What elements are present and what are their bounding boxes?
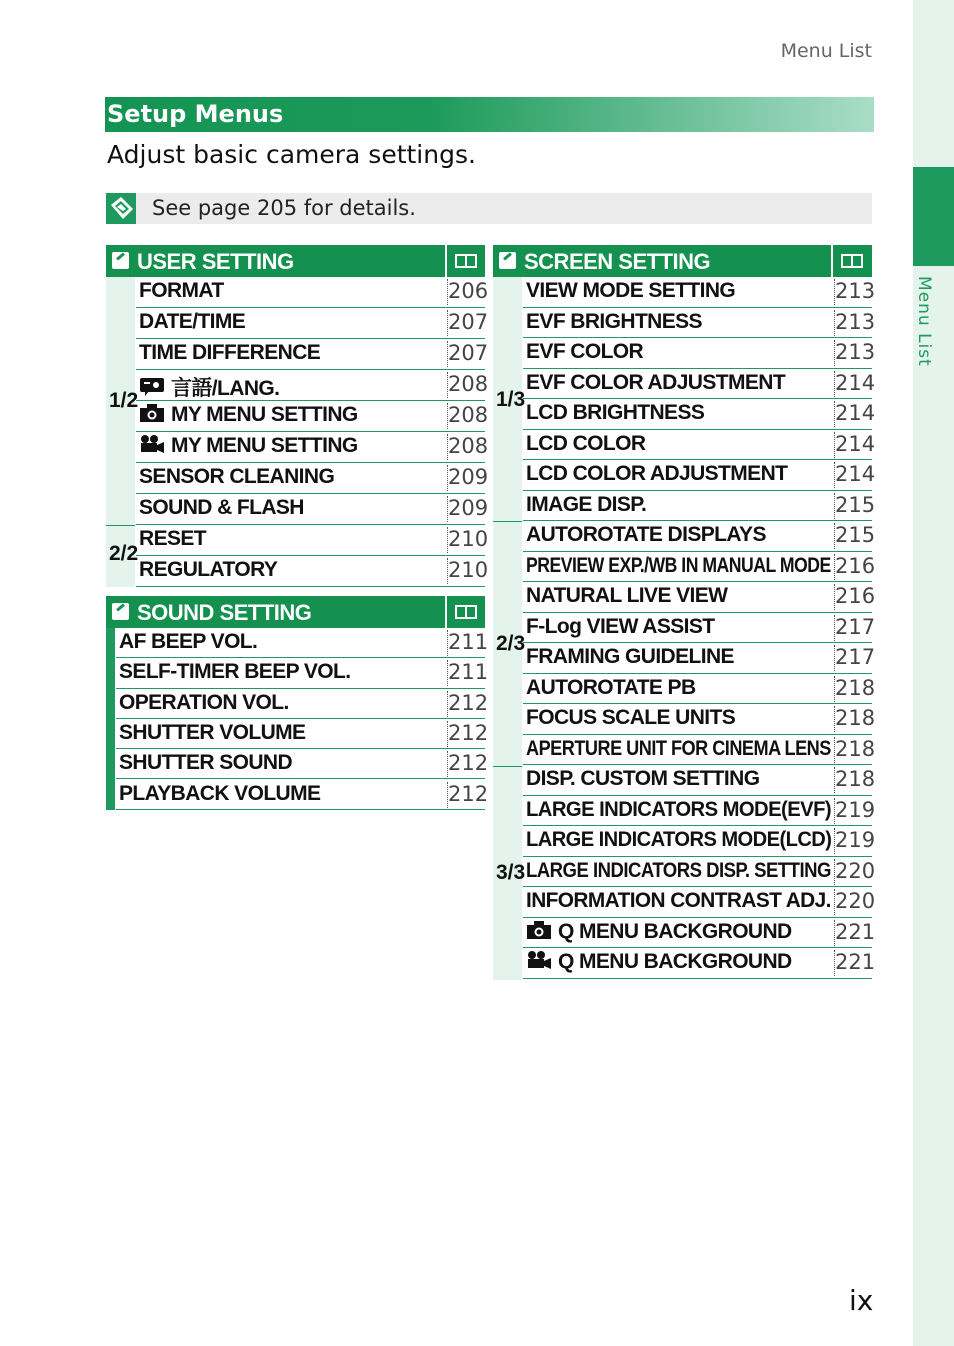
page-reference[interactable]: 209 bbox=[448, 496, 489, 520]
menu-item-label bbox=[526, 676, 696, 700]
menu-item-text: SOUND & FLASH bbox=[139, 496, 304, 519]
page-ref-header bbox=[445, 245, 485, 277]
menu-row[interactable] bbox=[523, 430, 876, 461]
menu-item-text: LCD COLOR bbox=[526, 431, 646, 455]
menu-row[interactable] bbox=[523, 521, 876, 552]
camera-icon bbox=[139, 403, 171, 426]
menu-item-label bbox=[139, 279, 224, 303]
menu-item-label bbox=[139, 465, 334, 489]
menu-row[interactable] bbox=[523, 826, 876, 857]
table-title: USER SETTING bbox=[137, 249, 294, 274]
menu-item-label bbox=[526, 554, 831, 578]
page-reference[interactable]: 216 bbox=[835, 553, 876, 578]
page-reference[interactable]: 208 bbox=[448, 434, 489, 458]
page-reference[interactable]: 216 bbox=[835, 584, 876, 608]
camera-icon bbox=[526, 920, 558, 943]
running-header: Menu List bbox=[780, 40, 872, 62]
menu-row[interactable] bbox=[116, 749, 489, 779]
page-reference[interactable]: 212 bbox=[448, 781, 489, 806]
page-reference[interactable]: 212 bbox=[448, 720, 489, 745]
section-heading-bar bbox=[105, 97, 874, 132]
page-reference[interactable]: 214 bbox=[835, 431, 876, 456]
section-title: Setup Menus bbox=[107, 100, 284, 128]
menu-item-text: LCD COLOR ADJUSTMENT bbox=[526, 462, 788, 485]
menu-item-label bbox=[119, 782, 320, 806]
page-reference[interactable]: 206 bbox=[448, 279, 489, 303]
menu-item-label bbox=[119, 691, 289, 715]
menu-row[interactable] bbox=[136, 463, 489, 494]
page-reference[interactable]: 211 bbox=[448, 630, 489, 654]
menu-item-text: VIEW MODE SETTING bbox=[526, 279, 736, 302]
page-reference[interactable]: 214 bbox=[835, 401, 876, 425]
screen-setting-header bbox=[493, 245, 872, 277]
menu-row[interactable] bbox=[523, 643, 876, 674]
group-divider bbox=[493, 521, 522, 522]
page-reference[interactable]: 218 bbox=[835, 706, 876, 730]
menu-item-label bbox=[526, 706, 735, 730]
page-reference[interactable]: 207 bbox=[448, 310, 489, 334]
note-icon bbox=[106, 193, 136, 224]
speech-bubble-icon bbox=[139, 377, 171, 400]
group-marker: 2/3 bbox=[496, 632, 526, 655]
menu-item-text: LCD BRIGHTNESS bbox=[526, 401, 705, 424]
menu-row[interactable] bbox=[523, 704, 876, 735]
menu-item-label bbox=[526, 310, 702, 334]
menu-row[interactable] bbox=[523, 369, 876, 400]
table-title: SCREEN SETTING bbox=[524, 249, 711, 274]
page-reference[interactable]: 213 bbox=[835, 340, 876, 364]
page-reference[interactable]: 215 bbox=[835, 523, 876, 547]
menu-row[interactable] bbox=[523, 948, 876, 979]
page-reference[interactable]: 212 bbox=[448, 751, 489, 776]
menu-row[interactable] bbox=[523, 338, 876, 369]
menu-item-text: REGULATORY bbox=[139, 558, 278, 581]
menu-item-label bbox=[526, 889, 831, 913]
menu-item-label bbox=[119, 630, 257, 654]
page-reference[interactable]: 217 bbox=[835, 645, 876, 669]
menu-item-label bbox=[139, 527, 206, 551]
menu-row[interactable] bbox=[523, 491, 876, 522]
menu-row[interactable] bbox=[523, 308, 876, 339]
menu-row[interactable] bbox=[523, 857, 876, 888]
group-divider bbox=[493, 766, 522, 767]
table-title: SOUND SETTING bbox=[137, 600, 312, 625]
side-tab-label: Menu List bbox=[914, 276, 934, 367]
green-sidebar bbox=[106, 628, 115, 810]
menu-item-text: 言語/LANG. bbox=[171, 377, 280, 400]
group-divider bbox=[106, 525, 135, 526]
page-reference[interactable]: 218 bbox=[835, 767, 876, 791]
menu-row[interactable] bbox=[523, 552, 876, 583]
menu-item-text: APERTURE UNIT FOR CINEMA LENS bbox=[526, 736, 831, 760]
group-marker: 1/3 bbox=[496, 388, 526, 411]
page-reference[interactable]: 214 bbox=[835, 462, 876, 486]
menu-item-label bbox=[139, 372, 279, 402]
menu-item-text: SENSOR CLEANING bbox=[139, 465, 335, 488]
menu-item-label bbox=[526, 279, 735, 303]
menu-item-label bbox=[526, 340, 643, 364]
menu-item-text: PLAYBACK VOLUME bbox=[119, 781, 321, 805]
page-reference[interactable]: 210 bbox=[448, 527, 489, 551]
page-reference[interactable]: 220 bbox=[835, 858, 876, 883]
page-number: ix bbox=[849, 1284, 874, 1317]
page-reference[interactable]: 219 bbox=[835, 797, 876, 822]
menu-item-label bbox=[139, 310, 245, 334]
menu-item-label bbox=[526, 371, 785, 395]
sound-setting-header bbox=[106, 596, 485, 628]
book-icon bbox=[841, 254, 863, 268]
menu-item-label bbox=[526, 645, 734, 669]
menu-row[interactable] bbox=[523, 460, 876, 491]
page-ref-header bbox=[831, 245, 871, 277]
menu-item-text: PREVIEW EXP./WB IN MANUAL MODE bbox=[526, 553, 831, 577]
page-reference[interactable]: 211 bbox=[448, 660, 489, 685]
group-marker: 1/2 bbox=[109, 389, 139, 412]
menu-item-label bbox=[119, 660, 350, 684]
page-reference[interactable]: 207 bbox=[448, 341, 489, 365]
menu-row[interactable] bbox=[136, 494, 489, 525]
menu-item-text: MY MENU SETTING bbox=[171, 403, 358, 426]
menu-item-text: TIME DIFFERENCE bbox=[139, 341, 321, 364]
menu-row[interactable] bbox=[523, 674, 876, 705]
menu-row[interactable] bbox=[136, 556, 489, 587]
page-reference[interactable]: 217 bbox=[835, 614, 876, 639]
menu-row[interactable] bbox=[523, 765, 876, 796]
group-marker: 3/3 bbox=[496, 861, 526, 884]
page-reference[interactable]: 219 bbox=[835, 828, 876, 852]
page-reference[interactable]: 220 bbox=[835, 889, 876, 913]
menu-row[interactable] bbox=[523, 735, 876, 766]
menu-item-text: IMAGE DISP. bbox=[526, 492, 647, 516]
page-reference[interactable]: 215 bbox=[835, 492, 876, 517]
menu-row[interactable] bbox=[523, 582, 876, 613]
menu-row[interactable] bbox=[136, 401, 489, 432]
menu-item-label bbox=[119, 721, 305, 745]
menu-item-label bbox=[139, 403, 358, 427]
menu-row[interactable] bbox=[136, 432, 489, 463]
menu-item-text: F-Log VIEW ASSIST bbox=[526, 614, 715, 638]
menu-item-text: SHUTTER SOUND bbox=[119, 751, 293, 775]
page-reference[interactable]: 221 bbox=[835, 919, 876, 944]
page-reference[interactable]: 218 bbox=[835, 736, 876, 761]
page-reference[interactable]: 210 bbox=[448, 558, 489, 582]
page-reference[interactable]: 213 bbox=[835, 279, 876, 303]
menu-item-label bbox=[526, 432, 645, 456]
book-icon bbox=[455, 605, 477, 619]
section-subtitle: Adjust basic camera settings. bbox=[107, 140, 476, 169]
movie-camera-icon bbox=[139, 434, 171, 457]
menu-item-label bbox=[526, 798, 831, 822]
menu-item-label bbox=[526, 584, 727, 608]
sound-setting-table bbox=[106, 596, 489, 810]
user-setting-header bbox=[106, 245, 485, 277]
menu-item-text: AF BEEP VOL. bbox=[119, 630, 258, 653]
menu-item-text: SELF-TIMER BEEP VOL. bbox=[119, 660, 351, 684]
menu-row[interactable] bbox=[523, 277, 876, 308]
menu-item-label bbox=[526, 615, 715, 639]
menu-item-label bbox=[526, 523, 766, 547]
menu-item-text: Q MENU BACKGROUND bbox=[558, 919, 792, 943]
menu-row[interactable] bbox=[523, 613, 876, 644]
menu-item-text: NATURAL LIVE VIEW bbox=[526, 584, 728, 607]
menu-row[interactable] bbox=[523, 796, 876, 827]
menu-row[interactable] bbox=[116, 658, 489, 688]
menu-row[interactable] bbox=[136, 339, 489, 370]
note-box bbox=[106, 193, 872, 224]
menu-row[interactable] bbox=[136, 308, 489, 339]
menu-item-text: EVF COLOR ADJUSTMENT bbox=[526, 370, 786, 394]
menu-row[interactable] bbox=[136, 370, 489, 401]
menu-item-text: INFORMATION CONTRAST ADJ. bbox=[526, 889, 831, 912]
page-reference[interactable]: 212 bbox=[448, 690, 489, 715]
menu-item-label bbox=[526, 401, 704, 425]
menu-item-label bbox=[139, 558, 277, 582]
menu-row[interactable] bbox=[116, 780, 489, 810]
book-icon bbox=[455, 254, 477, 268]
menu-item-text: RESET bbox=[139, 527, 207, 550]
menu-row[interactable] bbox=[523, 887, 876, 918]
menu-item-text: DATE/TIME bbox=[139, 310, 246, 333]
page-reference[interactable]: 208 bbox=[448, 372, 489, 396]
note-text: See page 205 for details. bbox=[152, 196, 416, 220]
page-reference[interactable]: 218 bbox=[835, 675, 876, 700]
menu-item-label bbox=[526, 462, 787, 486]
menu-item-text: FOCUS SCALE UNITS bbox=[526, 706, 736, 729]
menu-item-text: OPERATION VOL. bbox=[119, 690, 289, 714]
menu-item-label bbox=[139, 496, 304, 520]
wrench-icon bbox=[499, 252, 516, 269]
side-chapter-tab[interactable] bbox=[913, 167, 954, 266]
page-reference[interactable]: 221 bbox=[835, 950, 876, 974]
page-reference[interactable]: 208 bbox=[448, 403, 489, 427]
wrench-icon bbox=[112, 252, 129, 269]
menu-item-text: EVF BRIGHTNESS bbox=[526, 309, 702, 333]
group-marker: 2/2 bbox=[109, 542, 139, 565]
group-gutter bbox=[106, 277, 135, 587]
menu-item-label bbox=[119, 751, 292, 775]
menu-row[interactable] bbox=[116, 719, 489, 749]
menu-item-label bbox=[526, 493, 646, 517]
menu-item-text: LARGE INDICATORS MODE(LCD) bbox=[526, 828, 832, 851]
menu-item-text: FRAMING GUIDELINE bbox=[526, 645, 734, 668]
menu-row[interactable] bbox=[136, 277, 489, 308]
menu-item-label bbox=[526, 950, 792, 974]
menu-item-label bbox=[526, 920, 792, 944]
menu-item-text: MY MENU SETTING bbox=[171, 434, 358, 457]
menu-row[interactable] bbox=[523, 399, 876, 430]
menu-row[interactable] bbox=[136, 525, 489, 556]
movie-camera-icon bbox=[526, 950, 558, 973]
menu-item-text: Q MENU BACKGROUND bbox=[558, 950, 792, 973]
menu-item-text: EVF COLOR bbox=[526, 340, 644, 363]
menu-row[interactable] bbox=[116, 628, 489, 658]
menu-item-label bbox=[526, 737, 831, 761]
menu-item-text: AUTOROTATE DISPLAYS bbox=[526, 523, 766, 546]
menu-item-text: SHUTTER VOLUME bbox=[119, 720, 306, 744]
wrench-icon bbox=[112, 603, 129, 620]
menu-item-text: AUTOROTATE PB bbox=[526, 675, 696, 699]
menu-item-text: FORMAT bbox=[139, 279, 224, 302]
menu-item-label bbox=[139, 434, 358, 458]
page-reference[interactable]: 209 bbox=[448, 465, 489, 489]
menu-row[interactable] bbox=[116, 689, 489, 719]
page-reference[interactable]: 214 bbox=[835, 370, 876, 395]
menu-item-text: LARGE INDICATORS DISP. SETTING bbox=[526, 858, 831, 882]
menu-row[interactable] bbox=[523, 918, 876, 949]
page-reference[interactable]: 213 bbox=[835, 309, 876, 334]
menu-item-label bbox=[526, 767, 759, 791]
user-setting-table bbox=[106, 245, 489, 587]
page-ref-header bbox=[445, 596, 485, 628]
menu-item-label bbox=[526, 859, 831, 883]
menu-item-text: DISP. CUSTOM SETTING bbox=[526, 767, 760, 790]
menu-item-text: LARGE INDICATORS MODE(EVF) bbox=[526, 797, 832, 821]
menu-item-label bbox=[139, 341, 320, 365]
screen-setting-table bbox=[493, 245, 876, 980]
menu-item-label bbox=[526, 828, 831, 852]
